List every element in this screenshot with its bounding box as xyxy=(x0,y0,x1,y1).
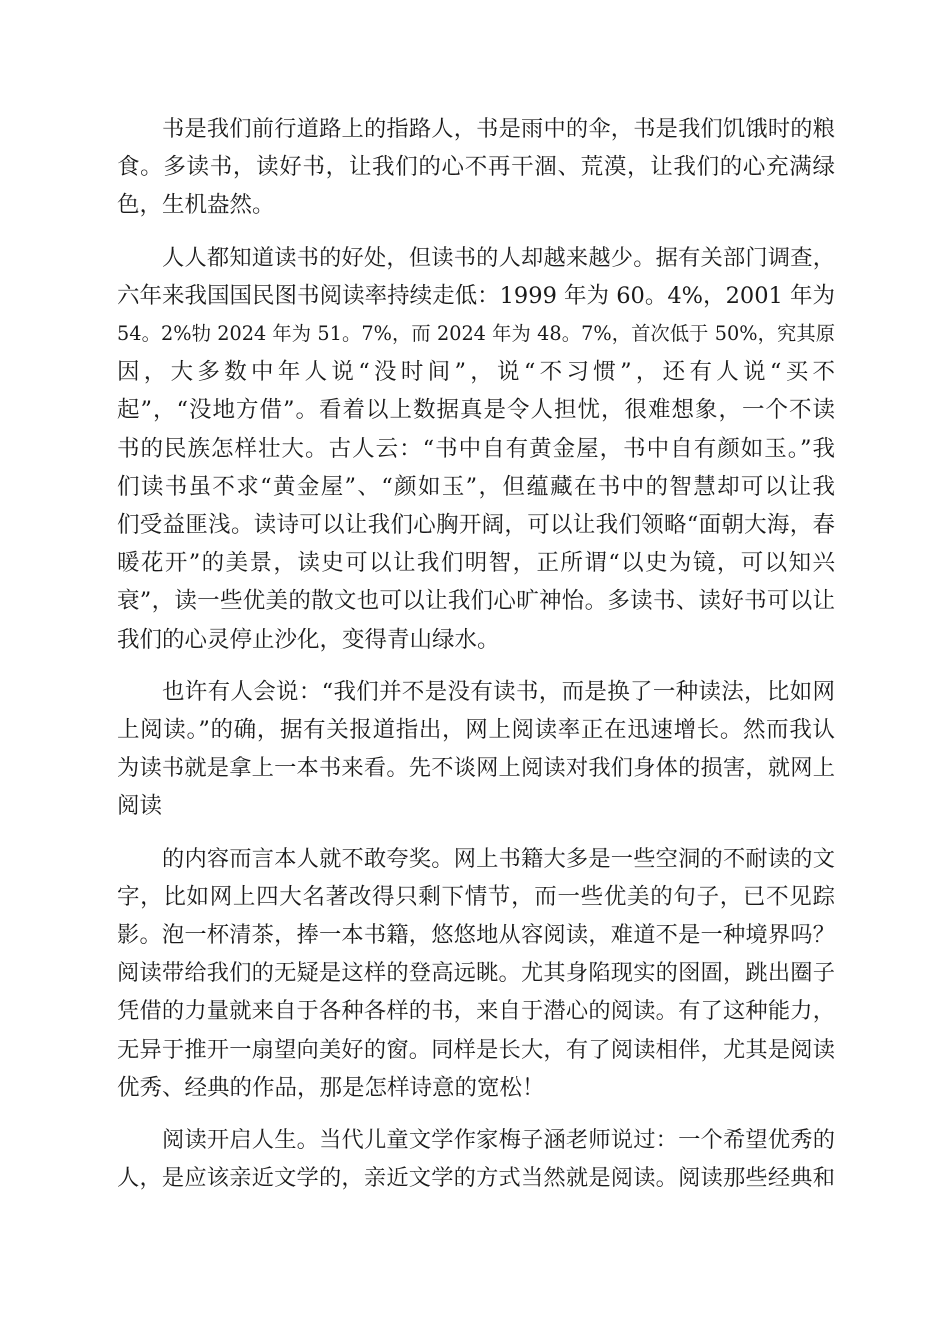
paragraph-line: 书的民族怎样壮大。古人云：“书中自有黄金屋，书中自有颜如玉。”我 xyxy=(117,435,835,462)
paragraph-line: 优秀、经典的作品，那是怎样诗意的宽松！ xyxy=(117,1074,545,1101)
paragraph-1 xyxy=(117,110,835,225)
paragraph-line: 暖花开”的美景，读史可以让我们明智，正所谓“以史为镜，可以知兴 xyxy=(117,550,835,577)
paragraph-line: 书是我们前行道路上的指路人，书是雨中的伞，书是我们饥饿时的粮 xyxy=(162,116,835,142)
paragraph-line: 阅读 xyxy=(117,793,163,820)
paragraph-line: 们受益匪浅。读诗可以让我们心胸开阔，可以让我们领略“面朝大海，春 xyxy=(117,512,835,539)
paragraph-line: 阅读开启人生。当代儿童文学作家梅子涵老师说过：一个希望优秀的 xyxy=(162,1127,835,1154)
paragraph-line: 们读书虽不求“黄金屋”、“颜如玉”，但蕴藏在书中的智慧却可以让我 xyxy=(117,473,835,500)
document-page xyxy=(117,110,835,1211)
paragraph-line: 上阅读。”的确，据有关报道指出，网上阅读率正在迅速增长。然而我认 xyxy=(117,717,835,744)
paragraph-line: 色，生机盎然。 xyxy=(117,192,275,219)
paragraph-4 xyxy=(117,840,835,1107)
paragraph-line: 起”，“没地方借”。看着以上数据真是令人担忧，很难想象，一个不读 xyxy=(117,397,835,424)
paragraph-line: 衰”，读一些优美的散文也可以让我们心旷神怡。多读书、读好书可以让 xyxy=(117,588,835,615)
paragraph-line: 因，大多数中年人说“没时间”，说“不习惯”，还有人说“买不 xyxy=(117,359,835,386)
paragraph-2 xyxy=(117,239,835,659)
paragraph-line: 阅读带给我们的无疑是这样的登高远眺。尤其身陷现实的囹圄，跳出圈子 xyxy=(117,960,835,987)
paragraph-line: 影。泡一杯清茶，捧一本书籍，悠悠地从容阅读，难道不是一种境界吗？ xyxy=(117,922,835,949)
paragraph-line: 我们的心灵停止沙化，变得青山绿水。 xyxy=(117,626,500,653)
paragraph-line: 无异于推开一扇望向美好的窗。同样是长大，有了阅读相伴，尤其是阅读 xyxy=(117,1036,835,1063)
paragraph-line: 54。2%牞 2024 年为 51。7%，而 2024 年为 48。7%，首次低于 50%，究其原 xyxy=(117,322,835,346)
paragraph-line: 也许有人会说：“我们并不是没有读书，而是换了一种读法，比如网 xyxy=(162,678,835,705)
paragraph-line: 人人都知道读书的好处，但读书的人却越来越少。据有关部门调查， xyxy=(162,244,835,271)
paragraph-line: 六年来我国国民图书阅读率持续走低：1999 年为 60。4%，2001 年为 xyxy=(117,282,835,309)
paragraph-line: 为读书就是拿上一本书来看。先不谈网上阅读对我们身体的损害，就网上 xyxy=(117,755,835,782)
paragraph-3 xyxy=(117,673,835,826)
paragraph-line: 食。多读书，读好书，让我们的心不再干涸、荒漠，让我们的心充满绿 xyxy=(117,154,835,181)
paragraph-line: 凭借的力量就来自于各种各样的书，来自于潜心的阅读。有了这种能力， xyxy=(117,998,835,1025)
paragraph-5 xyxy=(117,1121,835,1197)
paragraph-line: 的内容而言本人就不敢夸奖。网上书籍大多是一些空洞的不耐读的文 xyxy=(162,845,835,872)
paragraph-line: 字，比如网上四大名著改得只剩下情节，而一些优美的句子，已不见踪 xyxy=(117,883,835,910)
paragraph-line: 人，是应该亲近文学的，亲近文学的方式当然就是阅读。阅读那些经典和 xyxy=(117,1165,835,1192)
